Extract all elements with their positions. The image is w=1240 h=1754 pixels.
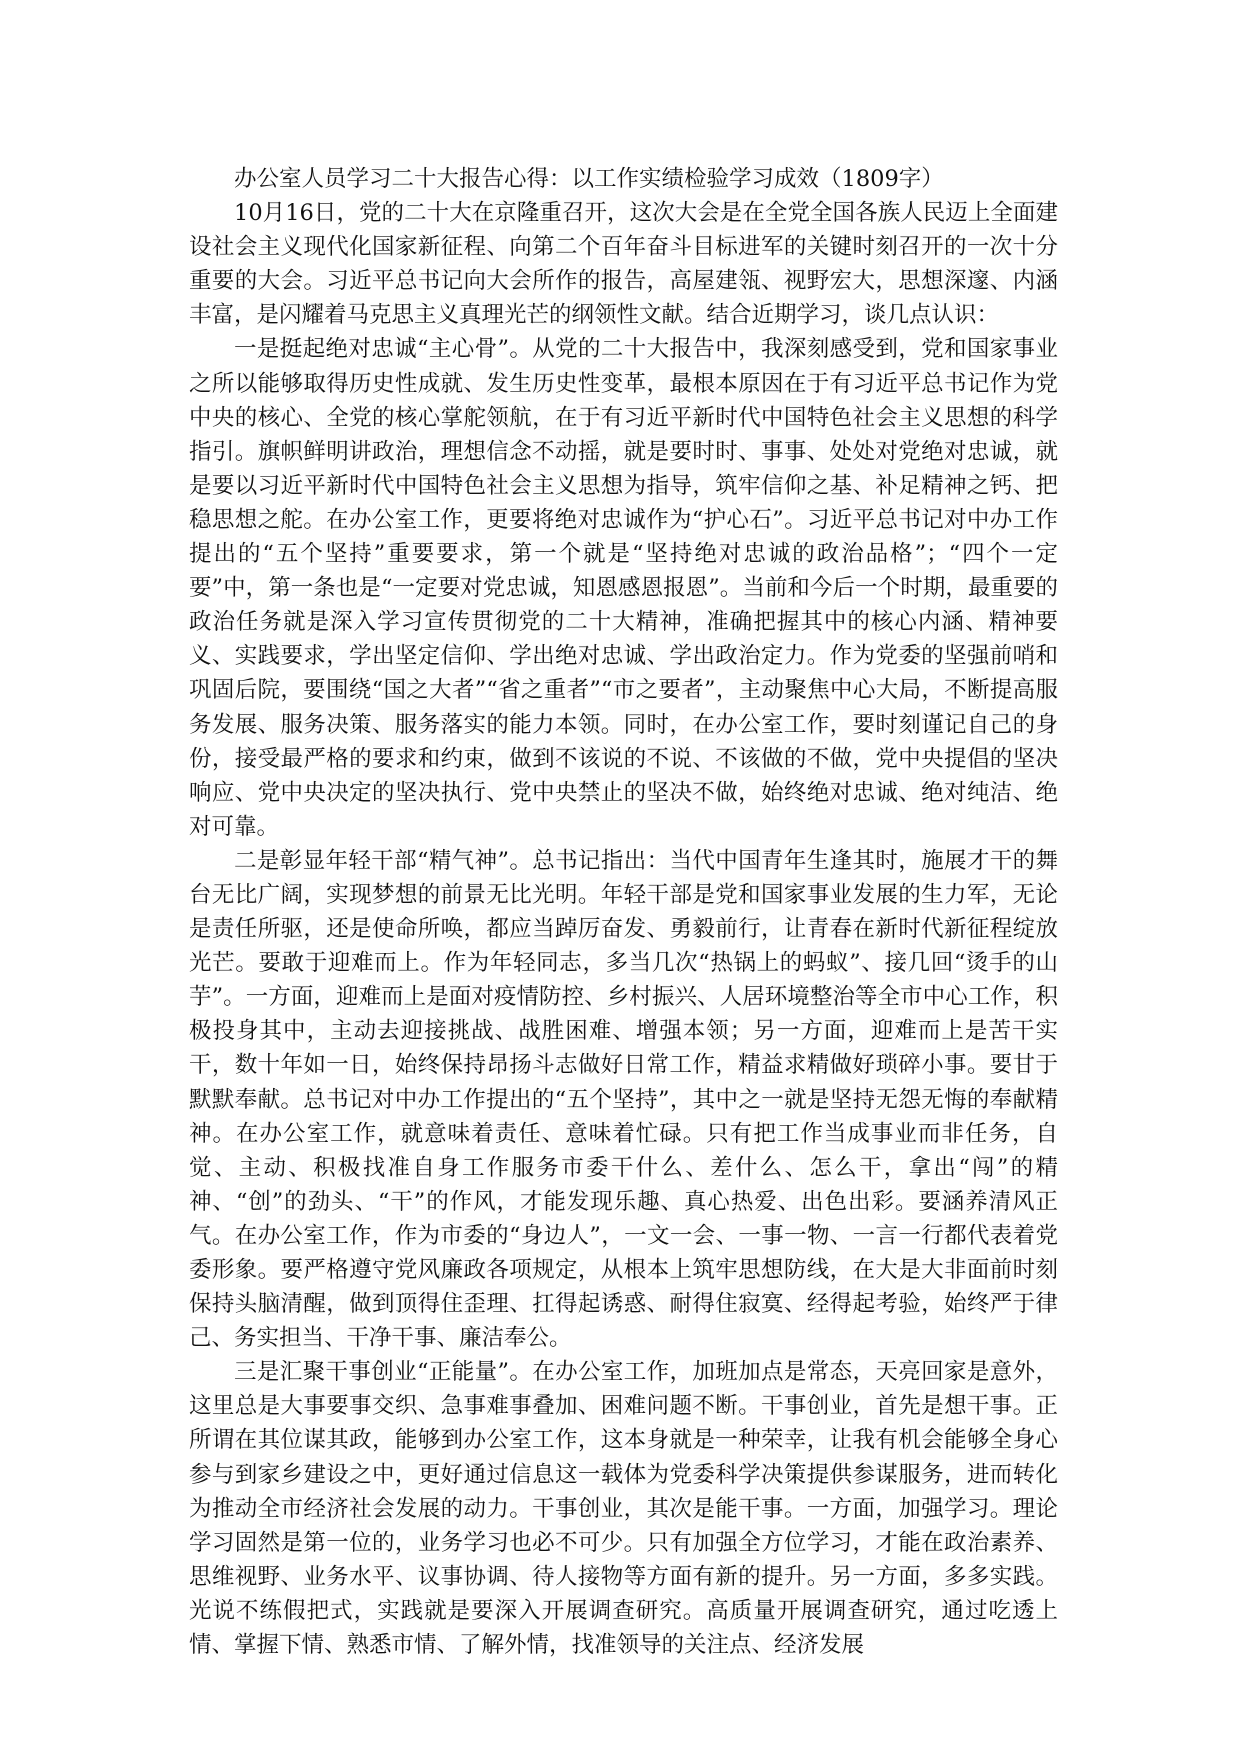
paragraph-loyalty: 一是挺起绝对忠诚“主心骨”。从党的二十大报告中，我深刻感受到，党和国家事业之所以能够取得历史性成就、发生历史性变革，最根本原因在于有习近平总书记作为党中央的核心、全党的核心掌舵领航，在于有习近平新时代中国特色社会主义思想的科学指引。旗帜鲜明讲政治，理想信念不动摇，就是要时时、事事、处处对党绝对忠诚，就是要以习近平新时代中国特色社会主义思想为指导，筑牢信仰之基、补足精神之钙、把稳思想之舵。在办公室工作，更要将绝对忠诚作为“护心石”。习近平总书记对中办工作提出的“五个坚持”重要要求，第一个就是“坚持绝对忠诚的政治品格”；“四个一定要”中，第一条也是“一定要对党忠诚，知恩感恩报恩”。当前和今后一个时期，最重要的政治任务就是深入学习宣传贯彻党的二十大精神，准确把握其中的核心内涵、精神要义、实践要求，学出坚定信仰、学出绝对忠诚、学出政治定力。作为党委的坚强前哨和巩固后院，要围绕“国之大者”“省之重者”“市之要者”，主动聚焦中心大局，不断提高服务发展、服务决策、服务落实的能力本领。同时，在办公室工作，要时刻谨记自己的身份，接受最严格的要求和约束，做到不该说的不说、不该做的不做，党中央提倡的坚决响应、党中央决定的坚决执行、党中央禁止的坚决不做，始终绝对忠诚、绝对纯洁、绝对可靠。	[189, 336, 1058, 840]
paragraph-intro: 10月16日，党的二十大在京隆重召开，这次大会是在全党全国各族人民迈上全面建设社会主义现代化国家新征程、向第二个百年奋斗目标进军的关键时刻召开的一次十分重要的大会。习近平总书记向大会所作的报告，高屋建瓴、视野宏大，思想深邃、内涵丰富，是闪耀着马克思主义真理光芒的纲领性文献。结合近期学习，谈几点认识：	[189, 200, 1058, 329]
paragraph-positive-energy: 三是汇聚干事创业“正能量”。在办公室工作，加班加点是常态，天亮回家是意外，这里总是大事要事交织、急事难事叠加、困难问题不断。干事创业，首先是想干事。正所谓在其位谋其政，能够到办公室工作，这本身就是一种荣幸，让我有机会能够全身心参与到家乡建设之中，更好通过信息这一载体为党委科学决策提供参谋服务，进而转化为推动全市经济社会发展的动力。干事创业，其次是能干事。一方面，加强学习。理论学习固然是第一位的，业务学习也必不可少。只有加强全方位学习，才能在政治素养、思维视野、业务水平、议事协调、待人接物等方面有新的提升。另一方面，多多实践。光说不练假把式，实践就是要深入开展调查研究。高质量开展调查研究，通过吃透上情、掌握下情、熟悉市情、了解外情，找准领导的关注点、经济发展	[189, 1359, 1058, 1659]
document-title: 办公室人员学习二十大报告心得：以工作实绩检验学习成效（1809字）	[234, 166, 944, 192]
paragraph-young-cadres: 二是彰显年轻干部“精气神”。总书记指出：当代中国青年生逢其时，施展才干的舞台无比广阔，实现梦想的前景无比光明。年轻干部是党和国家事业发展的生力军，无论是责任所驱，还是使命所唤，都应当踔厉奋发、勇毅前行，让青春在新时代新征程绽放光芒。要敢于迎难而上。作为年轻同志，多当几次“热锅上的蚂蚁”、接几回“烫手的山芋”。一方面，迎难而上是面对疫情防控、乡村振兴、人居环境整治等全市中心工作，积极投身其中，主动去迎接挑战、战胜困难、增强本领；另一方面，迎难而上是苦干实干，数十年如一日，始终保持昂扬斗志做好日常工作，精益求精做好琐碎小事。要甘于默默奉献。总书记对中办工作提出的“五个坚持”，其中之一就是坚持无怨无悔的奉献精神。在办公室工作，就意味着责任、意味着忙碌。只有把工作当成事业而非任务，自觉、主动、积极找准自身工作服务市委干什么、差什么、怎么干，拿出“闯”的精神、“创”的劲头、“干”的作风，才能发现乐趣、真心热爱、出色出彩。要涵养清风正气。在办公室工作，作为市委的“身边人”，一文一会、一事一物、一言一行都代表着党委形象。要严格遵守党风廉政各项规定，从根本上筑牢思想防线，在大是大非面前时刻保持头脑清醒，做到顶得住歪理、扛得起诱惑、耐得住寂寞、经得起考验，始终严于律己、务实担当、干净干事、廉洁奉公。	[189, 847, 1058, 1352]
document-page	[189, 162, 1058, 1662]
